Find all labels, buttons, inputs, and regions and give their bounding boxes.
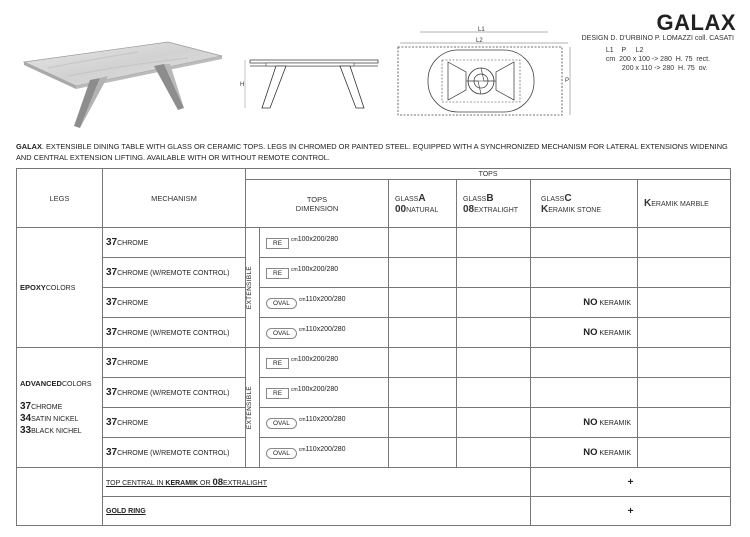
product-title: GALAX	[656, 10, 736, 35]
extra-top-central: TOP CENTRAL IN KERAMIK OR 08EXTRALIGHT	[103, 468, 531, 497]
col-header-tops-dimension: TOPS DIMENSION	[246, 180, 389, 228]
glass-a-cell	[389, 258, 457, 288]
designer-credit: DESIGN D. D'URBINO P. LOMAZZI coll. CASATI	[581, 35, 734, 42]
glass-b-cell	[457, 258, 531, 288]
extensible-label-cell: EXTENSIBLE	[246, 228, 260, 348]
table-row	[17, 258, 731, 288]
table-row	[17, 438, 731, 468]
description-product-name: GALAX	[16, 142, 42, 151]
table-row	[17, 348, 731, 378]
keramik-marble-cell	[638, 288, 731, 318]
keramik-marble-cell	[638, 438, 731, 468]
table-side-view-drawing	[236, 56, 381, 112]
label-p: P	[565, 78, 570, 84]
extra-gold-ring-plus: +	[531, 497, 731, 526]
col-header-glass-b: GLASSB 08EXTRALIGHT	[457, 180, 531, 228]
glass-c-cell: NO KERAMIK	[531, 408, 638, 438]
top-shape-badge: RE	[266, 358, 289, 369]
dims-labels: L1 P L2	[605, 47, 644, 54]
glass-b-cell	[457, 318, 531, 348]
description-text: . EXTENSIBLE DINING TABLE WITH GLASS OR CERAMIC TOPS. LEGS IN CHROMED OR PAINTED STEEL. EQUIPPED WITH A SYNCHRONIZED MECHANISM FOR LATERAL EXTENSIONS WIDENING AND CENTRAL EXTENSION LIFTING. AVAILABLE WITH OR WITHOUT REMOTE CONTROL.	[16, 142, 728, 162]
table-top-view-drawing	[392, 22, 574, 120]
keramik-marble-cell	[638, 318, 731, 348]
top-dimension-cell: RE cm100x200/280	[260, 348, 389, 378]
top-dimension-cell: RE cm100x200/280	[260, 258, 389, 288]
mechanism-cell: 37CHROME	[103, 348, 246, 378]
glass-a-cell	[389, 438, 457, 468]
mechanism-cell: 37CHROME (W/REMOTE CONTROL)	[103, 378, 246, 408]
glass-a-cell	[389, 318, 457, 348]
dims-oval: 200 x 110 -> 280 H. 75 ov.	[621, 65, 708, 72]
glass-a-cell	[389, 408, 457, 438]
top-dimension-cell: OVAL cm110x200/280	[260, 408, 389, 438]
glass-c-cell	[531, 378, 638, 408]
dims-rect: cm 200 x 100 -> 280 H. 75 rect.	[605, 56, 710, 63]
top-shape-badge: RE	[266, 388, 289, 399]
col-header-glass-c: GLASSC KERAMIK STONE	[531, 180, 638, 228]
top-dimension-cell: OVAL cm110x200/280	[260, 318, 389, 348]
mechanism-cell: 37CHROME (W/REMOTE CONTROL)	[103, 258, 246, 288]
keramik-marble-cell	[638, 348, 731, 378]
top-shape-badge: RE	[266, 238, 289, 249]
glass-b-cell	[457, 378, 531, 408]
mechanism-cell: 37CHROME	[103, 288, 246, 318]
glass-a-cell	[389, 228, 457, 258]
extra-gold-ring: GOLD RING	[103, 497, 531, 526]
extra-top-central-plus: +	[531, 468, 731, 497]
glass-c-cell	[531, 228, 638, 258]
keramik-marble-cell	[638, 378, 731, 408]
glass-a-cell	[389, 378, 457, 408]
keramik-marble-cell	[638, 258, 731, 288]
glass-c-cell: NO KERAMIK	[531, 318, 638, 348]
table-row	[17, 228, 731, 258]
mechanism-cell: 37CHROME	[103, 408, 246, 438]
top-dimension-cell: RE cm100x200/280	[260, 228, 389, 258]
glass-c-cell	[531, 258, 638, 288]
col-header-legs: LEGS	[17, 169, 103, 228]
mechanism-cell: 37CHROME (W/REMOTE CONTROL)	[103, 438, 246, 468]
col-header-glass-a: GLASSA 00NATURAL	[389, 180, 457, 228]
table-row	[17, 408, 731, 438]
top-dimension-cell: OVAL cm110x200/280	[260, 438, 389, 468]
legs-advanced-colors: ADVANCEDCOLORS 37CHROME 34SATIN NICKEL 33BLACK NICHEL	[17, 348, 103, 468]
extensible-label-cell: EXTENSIBLE	[246, 348, 260, 468]
legs-epoxy-colors: EPOXYCOLORS	[17, 228, 103, 348]
top-shape-badge: OVAL	[266, 448, 297, 459]
svg-text:H: H	[240, 82, 245, 88]
label-l1: L1	[478, 27, 485, 33]
table-row	[17, 288, 731, 318]
top-dimension-cell: RE cm100x200/280	[260, 378, 389, 408]
table-row	[17, 378, 731, 408]
glass-a-cell	[389, 288, 457, 318]
table-row	[17, 318, 731, 348]
label-l2: L2	[476, 38, 483, 44]
spec-table	[16, 168, 731, 526]
glass-b-cell	[457, 348, 531, 378]
top-shape-badge: OVAL	[266, 328, 297, 339]
product-description	[16, 141, 736, 163]
glass-b-cell	[457, 288, 531, 318]
col-header-mechanism: MECHANISM	[103, 169, 246, 228]
glass-c-cell	[531, 348, 638, 378]
glass-b-cell	[457, 408, 531, 438]
extras-legs-cell	[17, 468, 103, 526]
col-header-tops: TOPS	[246, 169, 731, 180]
mechanism-cell: 37CHROME (W/REMOTE CONTROL)	[103, 318, 246, 348]
top-shape-badge: RE	[266, 268, 289, 279]
top-shape-badge: OVAL	[266, 418, 297, 429]
glass-b-cell	[457, 438, 531, 468]
col-header-keramik-marble: KERAMIK MARBLE	[638, 180, 731, 228]
glass-b-cell	[457, 228, 531, 258]
top-dimension-cell: OVAL cm110x200/280	[260, 288, 389, 318]
glass-a-cell	[389, 348, 457, 378]
keramik-marble-cell	[638, 408, 731, 438]
keramik-marble-cell	[638, 228, 731, 258]
mechanism-cell: 37CHROME	[103, 228, 246, 258]
glass-c-cell: NO KERAMIK	[531, 438, 638, 468]
glass-c-cell: NO KERAMIK	[531, 288, 638, 318]
top-shape-badge: OVAL	[266, 298, 297, 309]
dimensions-block	[606, 46, 710, 73]
table-perspective-illustration	[18, 40, 223, 135]
